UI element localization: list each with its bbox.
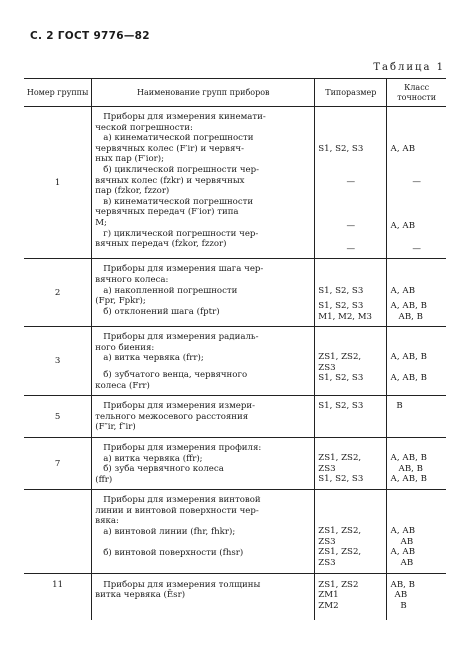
desc-line: б) зуба червячного колеса — [103, 464, 224, 475]
instrument-description — [92, 327, 315, 396]
accuracy-value: АВ — [400, 536, 414, 547]
col-header-accuracy: Класс точности — [387, 79, 446, 107]
desc-line: (Fpr, Fpkr); — [95, 296, 146, 307]
size-value: S1, S2, S3 — [318, 300, 364, 311]
table-body — [24, 107, 446, 620]
accuracy-value: А, АВ, В — [390, 474, 427, 485]
size-value: ZS3 — [318, 558, 336, 569]
accuracy-cell — [387, 573, 446, 620]
size-value: — — [346, 176, 356, 187]
col-header-size: Типоразмер — [315, 79, 387, 107]
accuracy-cell — [387, 490, 446, 573]
desc-line: Приборы для измерения толщины — [103, 579, 261, 590]
group-number: 11 — [24, 573, 92, 620]
desc-line: вячных передач (fzkor, fzzor) — [95, 239, 227, 250]
accuracy-value: — — [412, 176, 421, 187]
accuracy-value: — — [412, 243, 421, 254]
desc-line: тельного межосевого расстояния — [95, 411, 249, 422]
desc-line: г) циклической погрешности чер- — [103, 228, 259, 239]
accuracy-value: А, АВ, В — [390, 372, 427, 383]
accuracy-value: А, АВ — [390, 144, 416, 154]
desc-line: вячного колеса: — [95, 274, 169, 285]
size-value: — — [346, 243, 356, 254]
accuracy-value: В — [396, 401, 403, 412]
group-number: 3 — [24, 327, 92, 396]
accuracy-cell — [387, 396, 446, 438]
accuracy-cell — [387, 107, 446, 259]
desc-line: а) накопленной погрешности — [103, 285, 238, 296]
size-value: S1, S2, S3 — [318, 401, 364, 412]
instrument-description — [92, 107, 315, 259]
desc-line: Приборы для измерения шага чер- — [103, 264, 264, 275]
size-value: ZM2 — [318, 600, 339, 611]
desc-line: червячных колес (F′ir) и червяч- — [95, 143, 245, 154]
desc-line: а) винтовой линии (fhr, fhkr); — [103, 527, 236, 538]
accuracy-value: А, АВ, В — [390, 452, 427, 463]
desc-line: Приборы для измерения измери- — [103, 401, 255, 412]
desc-line: (ffr) — [95, 474, 113, 485]
desc-line: ного биения: — [95, 342, 155, 353]
col-header-name: Наименование групп приборов — [92, 79, 315, 107]
accuracy-cell — [387, 259, 446, 327]
desc-line: б) зубчатого венца, червячного — [103, 369, 248, 380]
accuracy-value: А, АВ — [390, 286, 416, 297]
instrument-description — [92, 396, 315, 438]
col-header-group: Номер группы — [24, 79, 92, 107]
desc-line: Приборы для измерения радиаль- — [103, 332, 259, 343]
table-header-row — [24, 79, 446, 107]
desc-line: в) кинематической погрешности — [103, 196, 254, 207]
size-cell — [315, 327, 387, 396]
size-value: ZS1, ZS2 — [318, 579, 359, 590]
size-value: ZS1, ZS2, — [318, 352, 362, 363]
group-number — [24, 490, 92, 573]
size-value: S1, S2, S3 — [318, 373, 364, 384]
desc-line: а) витка червяка (ffr); — [103, 453, 203, 464]
desc-line: б) отклонений шага (fptr) — [103, 306, 220, 317]
size-value: ZS1, ZS2, — [318, 547, 362, 558]
accuracy-value: АВ, В — [398, 311, 423, 322]
desc-line: Приборы для измерения винтовой — [103, 495, 261, 506]
accuracy-value: АВ — [394, 590, 408, 601]
accuracy-value: АВ, В — [390, 579, 415, 590]
size-value: ZS1, ZS2, — [318, 452, 362, 463]
desc-line: линии и винтовой поверхности чер- — [95, 505, 259, 516]
size-cell — [315, 259, 387, 327]
size-value: ZS1, ZS2, — [318, 526, 362, 537]
page-header: С. 2 ГОСТ 9776—82 — [30, 30, 150, 42]
size-cell — [315, 573, 387, 620]
instrument-description — [92, 573, 315, 620]
desc-line: колеса (Frr) — [95, 380, 150, 391]
accuracy-value: АВ — [400, 558, 414, 569]
group-number: 2 — [24, 259, 92, 327]
size-value: — — [346, 221, 356, 232]
size-value: ZS3 — [318, 536, 336, 547]
instrument-description — [92, 259, 315, 327]
desc-line: Приборы для измерения профиля: — [103, 442, 262, 453]
desc-line: витка червяка (Ēsr) — [95, 590, 186, 601]
table-row — [24, 107, 446, 259]
size-cell — [315, 107, 387, 259]
table-row — [24, 259, 446, 327]
size-value: S1, S2, S3 — [318, 144, 364, 154]
desc-line: ных пар (F′ior); — [95, 154, 165, 165]
size-value: ZS3 — [318, 463, 336, 474]
accuracy-value: АВ, В — [398, 463, 423, 474]
accuracy-cell — [387, 437, 446, 489]
desc-line: ческой погрешности: — [95, 122, 193, 133]
table-row — [24, 327, 446, 396]
accuracy-value: А, АВ — [390, 526, 416, 537]
table-row — [24, 396, 446, 438]
desc-line: червячных передач (F′ior) типа — [95, 207, 239, 218]
accuracy-value: А, АВ — [390, 221, 416, 232]
desc-line: а) кинематической погрешности — [103, 133, 254, 144]
instrument-description — [92, 490, 315, 573]
desc-line: вячных колес (fzkr) и червячных — [95, 175, 245, 186]
accuracy-value: А, АВ, В — [390, 352, 427, 363]
group-number: 7 — [24, 437, 92, 489]
desc-line: пар (fzkor, fzzor) — [95, 186, 170, 197]
desc-line: б) циклической погрешности чер- — [103, 164, 259, 175]
group-number: 5 — [24, 396, 92, 438]
accuracy-value: А, АВ — [390, 547, 416, 558]
desc-line: б) винтовой поверхности (fhsr) — [103, 547, 244, 558]
instrument-description — [92, 437, 315, 489]
size-value: ZM1 — [318, 590, 339, 601]
size-cell — [315, 490, 387, 573]
desc-line: вяка: — [95, 516, 119, 527]
size-value: S1, S2, S3 — [318, 286, 364, 297]
size-cell — [315, 437, 387, 489]
size-value: ZS3 — [318, 362, 336, 373]
desc-line: (F″ir, f″ir) — [95, 422, 136, 433]
size-value: M1, M2, M3 — [318, 311, 373, 322]
size-cell — [315, 396, 387, 438]
accuracy-cell — [387, 327, 446, 396]
table-row — [24, 490, 446, 573]
table-row — [24, 437, 446, 489]
accuracy-value: В — [400, 600, 407, 611]
desc-line: Приборы для измерения кинемати- — [103, 112, 266, 122]
desc-line: а) витка червяка (frr); — [103, 353, 204, 364]
instrument-table — [24, 78, 446, 620]
size-value: S1, S2, S3 — [318, 474, 364, 485]
accuracy-value: А, АВ, В — [390, 300, 427, 311]
desc-line: М; — [95, 217, 107, 228]
table-row — [24, 573, 446, 620]
table-caption: Таблица 1 — [373, 62, 445, 73]
group-number: 1 — [24, 107, 92, 259]
